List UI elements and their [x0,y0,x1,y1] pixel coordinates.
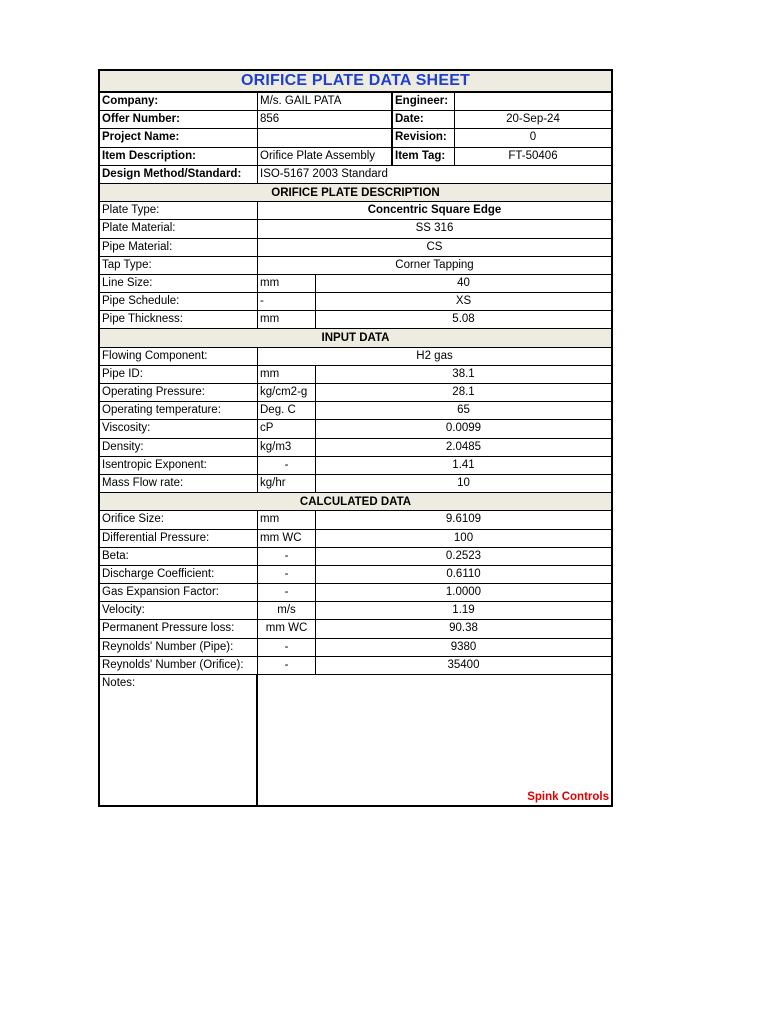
table-row [100,348,611,366]
row-label: Operating temperature: [100,402,258,419]
row-value: SS 316 [415,222,454,235]
sheet-title: ORIFICE PLATE DATA SHEET [240,72,471,89]
row-unit: - [258,657,316,674]
header-right-value: 20-Sep-24 [506,113,560,126]
row-label: Tap Type: [100,257,258,274]
row-unit: - [258,639,316,656]
row-value: 0.6110 [446,567,481,580]
row-label: Discharge Coefficient: [100,566,258,583]
row-label: Differential Pressure: [100,530,258,547]
row-unit: m/s [258,602,316,619]
row-unit: - [258,584,316,601]
row-value: 65 [457,404,470,417]
table-row [100,584,611,602]
row-label: Velocity: [100,602,258,619]
row-value: 1.41 [452,458,475,471]
row-label: Pipe Schedule: [100,293,258,310]
row-unit: - [258,457,316,474]
table-row [100,202,611,220]
header-value: 856 [258,111,393,128]
header-right-label: Date: [393,111,455,128]
row-label: Plate Type: [100,202,258,219]
row-unit: mm [258,311,316,328]
header-row-company [100,93,611,111]
table-row [100,439,611,457]
row-label: Pipe ID: [100,366,258,383]
header-right-label: Item Tag: [393,148,455,165]
row-unit: - [258,293,316,310]
row-label: Viscosity: [100,420,258,437]
row-label: Plate Material: [100,220,258,237]
brand-text: Spink Controls [527,791,609,803]
row-unit: Deg. C [258,402,316,419]
table-row [100,366,611,384]
row-unit: mm WC [258,530,316,547]
row-label: Operating Pressure: [100,384,258,401]
table-row [100,402,611,420]
row-unit: mm WC [258,620,316,637]
row-unit: cP [258,420,316,437]
table-row [100,384,611,402]
header-right-label: Engineer: [393,93,455,110]
data-sheet [98,69,613,807]
header-row-project [100,129,611,147]
row-label: Reynolds' Number (Orifice): [100,657,258,674]
header-label: Item Description: [100,148,258,165]
table-row [100,548,611,566]
header-right-value [455,93,611,110]
row-label: Reynolds' Number (Pipe): [100,639,258,656]
table-row [100,257,611,275]
row-value: 1.0000 [445,586,482,599]
table-row [100,311,611,329]
row-unit: mm [258,275,316,292]
row-value: Concentric Square Edge [367,204,502,217]
table-row [100,457,611,475]
section-input [100,329,611,347]
table-row [100,220,611,238]
section-title: CALCULATED DATA [299,495,412,508]
row-value: 28.1 [452,386,475,398]
row-label: Isentropic Exponent: [100,457,258,474]
row-value: H2 gas [416,349,453,362]
row-unit: - [258,548,316,565]
row-value: 9.6109 [445,513,482,526]
row-unit: mm [258,366,316,383]
notes-label: Notes: [100,675,258,805]
row-label: Gas Expansion Factor: [100,584,258,601]
section-title: INPUT DATA [321,332,390,345]
row-label: Pipe Thickness: [100,311,258,328]
header-value [258,129,393,146]
notes-body [258,675,611,805]
notes-row [100,675,611,805]
row-value: 35400 [447,658,480,671]
row-label: Orifice Size: [100,511,258,528]
header-right-value: 0 [529,131,537,144]
header-label: Offer Number: [100,111,258,128]
table-row [100,530,611,548]
section-description [100,184,611,202]
header-label: Project Name: [100,129,258,146]
row-unit: kg/cm2-g [258,384,316,401]
row-value: 0.2523 [445,549,482,562]
header-right-label: Revision: [393,129,455,146]
row-label: Permanent Pressure loss: [100,620,258,637]
row-value: XS [455,295,472,308]
table-row [100,657,611,675]
row-unit: kg/hr [258,475,316,492]
table-row [100,239,611,257]
row-value: 9380 [450,640,477,653]
row-unit: kg/m3 [258,439,316,456]
section-title: ORIFICE PLATE DESCRIPTION [271,186,440,199]
row-label: Line Size: [100,275,258,292]
row-label: Flowing Component: [100,348,258,365]
row-value: 100 [453,531,474,544]
table-row [100,420,611,438]
row-value: Corner Tapping [395,258,474,271]
sheet-title-row [100,71,611,93]
table-row [100,275,611,293]
row-label: Pipe Material: [100,239,258,256]
header-label: Design Method/Standard: [100,166,258,183]
table-row [100,620,611,638]
row-value: 10 [457,476,470,489]
header-value: Orifice Plate Assembly [258,148,393,165]
row-unit: - [258,566,316,583]
header-row-item [100,148,611,166]
row-label: Mass Flow rate: [100,475,258,492]
row-value: 5.08 [452,313,475,326]
row-unit: mm [258,511,316,528]
row-label: Beta: [100,548,258,565]
row-value: 0.0099 [445,422,482,435]
table-row [100,511,611,529]
header-value: ISO-5167 2003 Standard [260,167,388,180]
row-value: 38.1 [452,367,475,380]
table-row [100,475,611,493]
table-row [100,566,611,584]
row-value: 2.0485 [445,440,482,453]
row-label: Density: [100,439,258,456]
table-row [100,639,611,657]
header-right-value: FT-50406 [508,149,558,162]
header-row-offer [100,111,611,129]
header-row-standard [100,166,611,184]
row-value: CS [426,240,443,253]
row-value: 1.19 [452,604,475,617]
section-calculated [100,493,611,511]
row-value: 90.38 [449,622,478,635]
table-row [100,602,611,620]
header-value: M/s. GAIL PATA [258,93,393,110]
table-row [100,293,611,311]
header-label: Company: [100,93,258,110]
row-value: 40 [457,276,470,289]
